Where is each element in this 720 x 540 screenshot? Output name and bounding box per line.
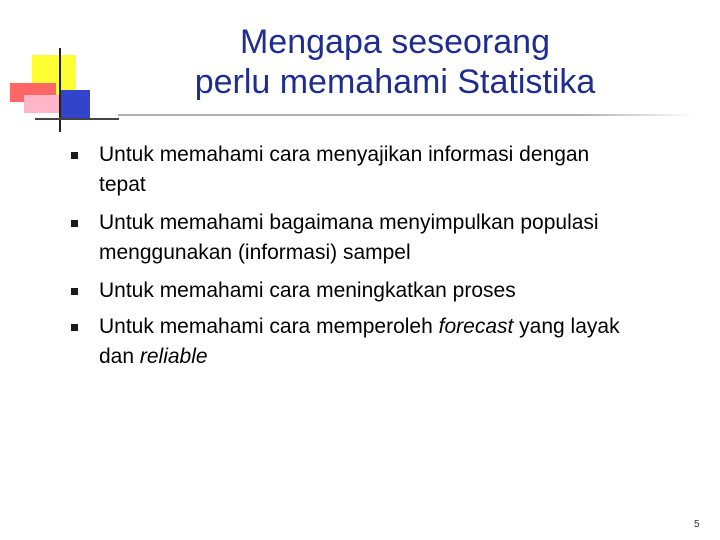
bullet-list: [68, 140, 628, 380]
title-divider: [118, 114, 695, 116]
logo-blue-square: [60, 90, 90, 118]
slide-title: [140, 22, 650, 102]
page-number: 5: [694, 519, 700, 530]
logo-pink-square: [24, 95, 62, 113]
square-bullet-icon: [71, 152, 78, 159]
square-bullet-icon: [71, 288, 78, 295]
bullet-text-part-1: Untuk memahami cara memperoleh: [99, 315, 439, 338]
bullet-text: Untuk memahami cara menyajikan informasi dengan tepat: [99, 143, 590, 196]
bullet-text: Untuk memahami cara meningkatkan proses: [99, 279, 516, 302]
slide-title-line-2: perlu memahami Statistika: [194, 63, 596, 101]
bullet-item: [68, 276, 628, 306]
bullet-item: [68, 140, 628, 200]
bullet-text: Untuk memahami bagaimana menyimpulkan populasi menggunakan (informasi) sampel: [99, 211, 599, 264]
slide-title-line-1: Mengapa seseorang: [239, 23, 550, 61]
bullet-italic-reliable: reliable: [139, 345, 208, 368]
square-bullet-icon: [71, 220, 78, 227]
decorative-logo: [0, 0, 130, 140]
square-bullet-icon: [71, 324, 78, 331]
bullet-italic-forecast: forecast: [438, 315, 514, 338]
logo-horizontal-line: [35, 118, 119, 120]
bullet-text-part-2: yang layak dan: [99, 315, 620, 368]
bullet-item: [68, 208, 628, 268]
bullet-item: [68, 312, 628, 372]
